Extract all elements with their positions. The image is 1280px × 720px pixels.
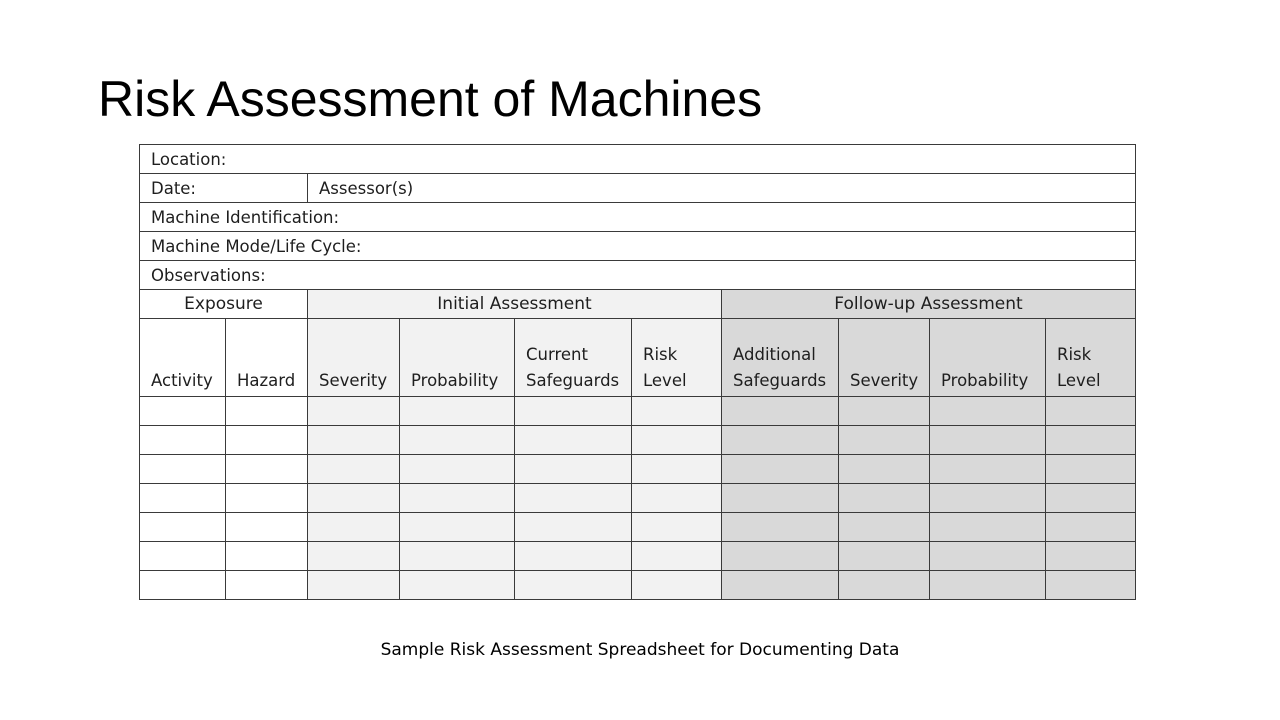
table-cell[interactable] (839, 426, 930, 455)
table-cell[interactable] (632, 513, 722, 542)
table-cell[interactable] (632, 542, 722, 571)
table-cell[interactable] (140, 397, 226, 426)
table-cell[interactable] (839, 397, 930, 426)
data-rows (140, 397, 1136, 600)
table-cell[interactable] (308, 397, 400, 426)
followup-assessment-group-header: Follow-up Assessment (722, 290, 1136, 319)
table-row (140, 455, 1136, 484)
column-header-row (140, 319, 1136, 397)
table-cell[interactable] (226, 484, 308, 513)
table-row (140, 397, 1136, 426)
table-cell[interactable] (839, 571, 930, 600)
table-cell[interactable] (632, 397, 722, 426)
initial-assessment-group-header: Initial Assessment (308, 290, 722, 319)
observations-cell[interactable]: Observations: (140, 261, 1136, 290)
table-cell[interactable] (1046, 513, 1136, 542)
table-cell[interactable] (515, 571, 632, 600)
table-cell[interactable] (632, 455, 722, 484)
table-cell[interactable] (308, 513, 400, 542)
page-title: Risk Assessment of Machines (98, 71, 763, 127)
table-cell[interactable] (632, 426, 722, 455)
column-header-current-safeguards: Current Safeguards (515, 319, 632, 397)
table-cell[interactable] (722, 484, 839, 513)
table-cell[interactable] (632, 484, 722, 513)
table-row (140, 484, 1136, 513)
table-cell[interactable] (930, 542, 1046, 571)
table-cell[interactable] (400, 542, 515, 571)
table-cell[interactable] (839, 484, 930, 513)
table-cell[interactable] (140, 455, 226, 484)
table-cell[interactable] (839, 542, 930, 571)
column-header-followup-risk-level: Risk Level (1046, 319, 1136, 397)
table-cell[interactable] (515, 484, 632, 513)
risk-assessment-table (139, 144, 1136, 600)
table-cell[interactable] (839, 513, 930, 542)
table-cell[interactable] (226, 455, 308, 484)
assessors-cell[interactable]: Assessor(s) (308, 174, 1136, 203)
table-cell[interactable] (515, 397, 632, 426)
column-header-initial-probability: Probability (400, 319, 515, 397)
table-cell[interactable] (400, 571, 515, 600)
location-cell[interactable]: Location: (140, 145, 1136, 174)
table-cell[interactable] (308, 426, 400, 455)
table-cell[interactable] (400, 484, 515, 513)
table-cell[interactable] (308, 455, 400, 484)
table-cell[interactable] (140, 484, 226, 513)
table-cell[interactable] (930, 571, 1046, 600)
table-cell[interactable] (308, 484, 400, 513)
table-cell[interactable] (722, 513, 839, 542)
column-header-activity: Activity (140, 319, 226, 397)
column-header-followup-probability: Probability (930, 319, 1046, 397)
table-cell[interactable] (515, 426, 632, 455)
table-cell[interactable] (140, 571, 226, 600)
table-cell[interactable] (1046, 542, 1136, 571)
table-cell[interactable] (1046, 397, 1136, 426)
table-cell[interactable] (515, 542, 632, 571)
table-cell[interactable] (226, 426, 308, 455)
table-cell[interactable] (226, 542, 308, 571)
table-cell[interactable] (722, 542, 839, 571)
table-cell[interactable] (226, 571, 308, 600)
table-cell[interactable] (308, 542, 400, 571)
table-cell[interactable] (930, 426, 1046, 455)
table-cell[interactable] (140, 426, 226, 455)
table-cell[interactable] (839, 455, 930, 484)
date-cell[interactable]: Date: (140, 174, 308, 203)
column-header-initial-risk-level: Risk Level (632, 319, 722, 397)
table-cell[interactable] (722, 455, 839, 484)
table-row (140, 542, 1136, 571)
machine-mode-cell[interactable]: Machine Mode/Life Cycle: (140, 232, 1136, 261)
table-cell[interactable] (515, 513, 632, 542)
table-row (140, 426, 1136, 455)
column-header-hazard: Hazard (226, 319, 308, 397)
column-header-additional-safeguards: Additional Safeguards (722, 319, 839, 397)
table-cell[interactable] (515, 455, 632, 484)
table-cell[interactable] (722, 426, 839, 455)
table-cell[interactable] (400, 513, 515, 542)
table-cell[interactable] (930, 484, 1046, 513)
column-header-initial-severity: Severity (308, 319, 400, 397)
table-cell[interactable] (722, 397, 839, 426)
table-cell[interactable] (140, 513, 226, 542)
table-cell[interactable] (722, 571, 839, 600)
table-cell[interactable] (930, 513, 1046, 542)
table-row (140, 513, 1136, 542)
table-cell[interactable] (140, 542, 226, 571)
caption: Sample Risk Assessment Spreadsheet for Documenting Data (380, 640, 900, 660)
table-cell[interactable] (226, 513, 308, 542)
table-cell[interactable] (632, 571, 722, 600)
column-header-followup-severity: Severity (839, 319, 930, 397)
table-cell[interactable] (308, 571, 400, 600)
table-row (140, 571, 1136, 600)
table-cell[interactable] (930, 397, 1046, 426)
table-cell[interactable] (1046, 426, 1136, 455)
table-cell[interactable] (226, 397, 308, 426)
exposure-group-header: Exposure (140, 290, 308, 319)
table-cell[interactable] (1046, 455, 1136, 484)
table-cell[interactable] (1046, 571, 1136, 600)
table-cell[interactable] (400, 455, 515, 484)
table-cell[interactable] (400, 426, 515, 455)
machine-identification-cell[interactable]: Machine Identification: (140, 203, 1136, 232)
table-cell[interactable] (1046, 484, 1136, 513)
table-cell[interactable] (930, 455, 1046, 484)
table-cell[interactable] (400, 397, 515, 426)
